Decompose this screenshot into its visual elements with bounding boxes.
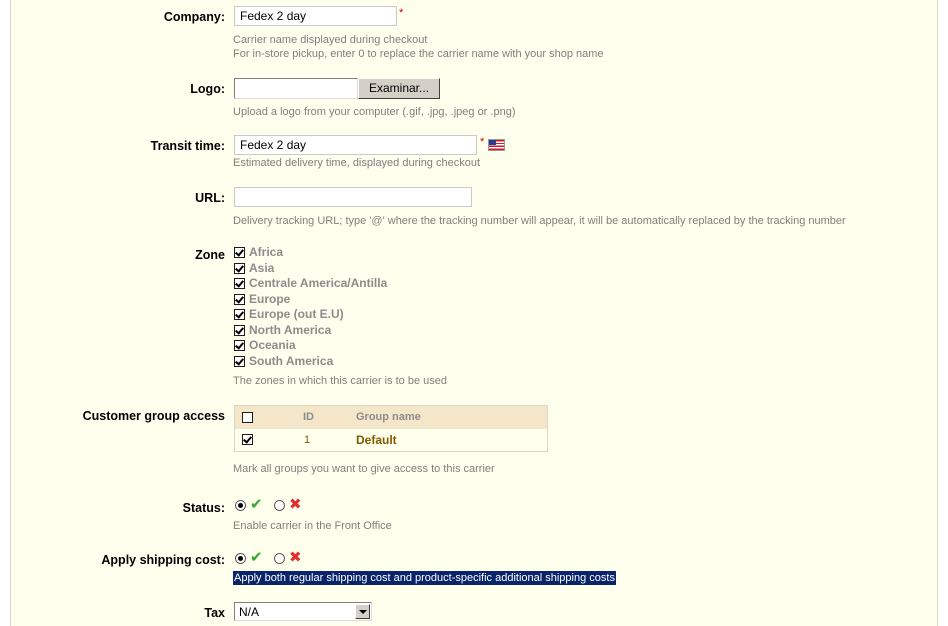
group-access-label: Customer group access xyxy=(82,409,225,423)
status-hint: Enable carrier in the Front Office xyxy=(233,520,392,532)
group-checkbox-default[interactable] xyxy=(242,434,253,445)
company-input[interactable] xyxy=(234,6,397,26)
url-label: URL: xyxy=(195,191,225,205)
zone-item-europe: Europe xyxy=(249,292,291,306)
table-row xyxy=(235,429,547,451)
group-col-id: ID xyxy=(303,411,314,423)
shipping-cost-label: Apply shipping cost: xyxy=(101,553,225,567)
transit-input[interactable] xyxy=(234,135,477,155)
check-icon: ✔ xyxy=(250,496,263,513)
cross-icon: ✖ xyxy=(289,549,302,566)
carrier-form-panel xyxy=(10,0,938,626)
logo-hint: Upload a logo from your computer (.gif, .jpg, .jpeg or .png) xyxy=(233,106,516,118)
zone-checkbox-north-america[interactable] xyxy=(234,325,245,336)
zone-item-europe-out-eu: Europe (out E.U) xyxy=(249,307,344,321)
status-disabled-radio[interactable] xyxy=(274,500,285,511)
company-hint-1: Carrier name displayed during checkout xyxy=(233,34,428,46)
company-hint-2: For in-store pickup, enter 0 to replace the carrier name with your shop name xyxy=(233,48,604,60)
zone-item-central-america: Centrale America/Antilla xyxy=(249,276,388,290)
us-flag-icon[interactable] xyxy=(488,139,505,151)
group-id: 1 xyxy=(304,434,311,446)
transit-label: Transit time: xyxy=(150,139,225,153)
cross-icon: ✖ xyxy=(289,496,302,513)
transit-hint: Estimated delivery time, displayed during checkout xyxy=(233,157,481,169)
shipping-enabled-radio[interactable] xyxy=(235,553,246,564)
zone-item-asia: Asia xyxy=(249,261,275,275)
tax-select[interactable] xyxy=(234,602,372,621)
url-input[interactable] xyxy=(234,187,472,207)
tax-selected-value: N/A xyxy=(239,605,260,619)
zone-item-africa: Africa xyxy=(249,245,284,259)
transit-required-mark: * xyxy=(480,136,485,148)
status-label: Status: xyxy=(182,501,225,515)
logo-browse-button[interactable]: Examinar... xyxy=(358,78,440,99)
company-required-mark: * xyxy=(399,7,404,19)
zone-checkbox-africa[interactable] xyxy=(234,247,245,258)
chevron-down-icon[interactable] xyxy=(355,604,370,619)
zone-item-south-america: South America xyxy=(249,354,334,368)
zone-checkbox-central-america[interactable] xyxy=(234,278,245,289)
url-hint: Delivery tracking URL; type '@' where the tracking number will appear, it will be automatically replaced by the tracking number xyxy=(233,215,846,227)
zone-item-north-america: North America xyxy=(249,323,332,337)
shipping-cost-hint: Apply both regular shipping cost and product-specific additional shipping costs xyxy=(234,572,615,584)
zone-checkbox-south-america[interactable] xyxy=(234,356,245,367)
zone-label: Zone xyxy=(195,248,225,262)
logo-label: Logo: xyxy=(190,82,225,96)
group-name: Default xyxy=(356,433,397,447)
group-select-all-checkbox[interactable] xyxy=(242,412,253,423)
shipping-disabled-radio[interactable] xyxy=(274,553,285,564)
group-access-hint: Mark all groups you want to give access to this carrier xyxy=(233,463,495,475)
company-label: Company: xyxy=(163,10,225,24)
zone-checkbox-asia[interactable] xyxy=(234,263,245,274)
group-col-name: Group name xyxy=(356,411,421,423)
zone-checkbox-europe[interactable] xyxy=(234,294,245,305)
zone-checkbox-oceania[interactable] xyxy=(234,340,245,351)
zone-hint: The zones in which this carrier is to be used xyxy=(233,375,447,387)
zone-checkbox-europe-out-eu[interactable] xyxy=(234,309,245,320)
zone-item-oceania: Oceania xyxy=(249,338,296,352)
tax-label: Tax xyxy=(204,606,225,620)
logo-file-input[interactable] xyxy=(234,78,358,99)
check-icon: ✔ xyxy=(250,549,263,566)
group-table-header xyxy=(235,406,547,429)
status-enabled-radio[interactable] xyxy=(235,500,246,511)
group-access-table xyxy=(234,405,548,452)
